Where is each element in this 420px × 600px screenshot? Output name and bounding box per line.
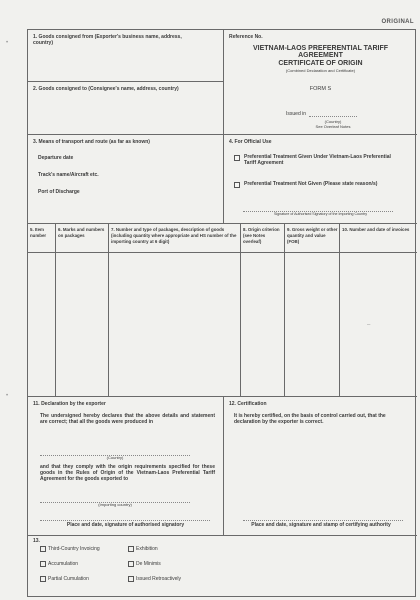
scan-mark: • [6,393,9,399]
certificate-subtitle: (Combined Declaration and Certificate) [285,68,356,73]
scan-mark: • [6,40,9,46]
box1-title: 1. Goods consigned from (Exporter's business name, address, country) [33,34,182,46]
vessel-name-label: Track's name/Aircraft etc. [38,172,99,178]
box13-title: 13. [33,538,40,544]
departure-date-label: Departure date [38,155,74,161]
importing-country-caption: (Importing country) [98,502,132,507]
certificate-title: CERTIFICATE OF ORIGIN [278,60,363,67]
exhibition-option[interactable]: Exhibition [128,546,158,552]
checkbox[interactable] [128,576,134,582]
box4-title: 4. For Official Use [229,139,272,145]
port-of-discharge-label: Port of Discharge [38,189,80,195]
col-invoices: 10. Number and date of invoices [342,227,410,232]
col-gross-weight: 9. Gross weight or other quantity and value (FOB) [287,227,338,244]
treatment-given-label: Preferential Treatment Given Under Vietnam-Laos Preferential Tariff Agreement [244,154,391,166]
checkbox[interactable] [40,576,46,582]
accumulation-option[interactable]: Accumulation [40,561,78,567]
col-item-number: 5. Item number [30,227,47,238]
partial-cumulation-option[interactable]: Partial Cumulation [40,576,89,582]
scan-mark: – [367,322,371,328]
third-country-invoicing-option[interactable]: Third-Country Invoicing [40,546,100,552]
exporter-signature-caption: Place and date, signature of authorised signatory [66,522,185,528]
declaration-country-caption: (Country) [106,455,124,460]
treatment-given-checkbox[interactable] [234,155,240,161]
col-description: 7. Number and type of packages, description of goods (including quantity where appropriate and HS number of the importing country at 6 digit) [111,227,237,244]
certificate-form [27,29,416,597]
declaration-para2: and that they comply with the origin requirements specified for these goods in the Rules of Origin of the Vietnam-Laos Preferential Tariff Agreement for the goods exported to [40,464,215,482]
col-origin-criterion: 8. Origin criterion (see Notes overleaf) [243,227,280,244]
box3-title: 3. Means of transport and route (as far as known) [33,139,150,145]
original-label: ORIGINAL [381,19,414,25]
box12-title: 12. Certification [229,401,267,407]
certification-text: It is hereby certified, on the basis of control carried out, that the declaration by the exporter is correct. [234,413,386,425]
box2-title: 2. Goods consigned to (Consignee's name, address, country) [33,86,179,92]
issued-in-label: Issued in [286,111,307,117]
issued-retroactively-option[interactable]: Issued Retroactively [128,576,181,582]
declaration-para1: The undersigned hereby declares that the above details and statement are correct; that all the goods were produced in [40,413,215,425]
box11-title: 11. Declaration by the exporter [33,401,106,407]
authorised-signatory-caption: Signature of Authorised Signatory of the Importing Country [273,212,368,216]
treatment-not-given-checkbox[interactable] [234,182,240,188]
checkbox[interactable] [40,561,46,567]
treatment-not-given-label: Preferential Treatment Not Given (Please state reason/s) [244,181,378,187]
col-marks-numbers: 6. Marks and numbers on packages [58,227,105,238]
see-notes-caption: See Overleaf Notes [315,124,351,129]
authority-signature-caption: Place and date, signature and stamp of certifying authority [251,522,391,528]
form-label: FORM S [309,86,332,92]
de-minimis-option[interactable]: De Minimis [128,561,161,567]
agreement-title-line1: VIETNAM-LAOS PREFERENTIAL TARIFF [252,45,389,52]
reference-no-label: Reference No. [229,34,263,40]
checkbox[interactable] [128,546,134,552]
country-caption: (Country) [324,119,342,124]
agreement-title-line2: AGREEMENT [298,52,343,59]
checkbox[interactable] [128,561,134,567]
checkbox[interactable] [40,546,46,552]
